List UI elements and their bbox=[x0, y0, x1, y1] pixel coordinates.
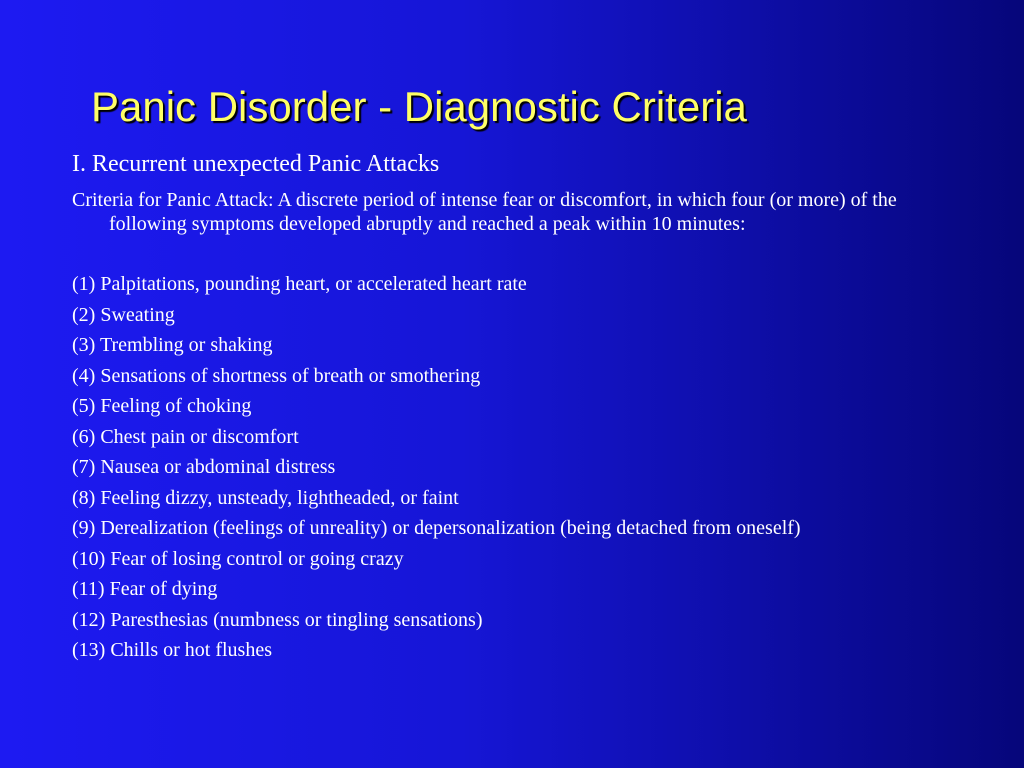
symptom-item: (8) Feeling dizzy, unsteady, lightheaded, or faint bbox=[72, 486, 459, 509]
slide-title: Panic Disorder - Diagnostic Criteria bbox=[91, 83, 747, 130]
symptom-item: (4) Sensations of shortness of breath or smothering bbox=[72, 364, 481, 387]
symptom-item: (6) Chest pain or discomfort bbox=[72, 425, 299, 448]
spacer bbox=[72, 236, 972, 273]
symptom-item: (12) Paresthesias (numbness or tingling sensations) bbox=[72, 608, 483, 631]
criteria-paragraph: Criteria for Panic Attack: A discrete period of intense fear or discomfort, in which four (or more) of the following symptoms developed abruptly and reached a peak within 10 minutes: bbox=[72, 189, 897, 235]
symptom-item: (11) Fear of dying bbox=[72, 578, 218, 600]
symptom-item: (3) Trembling or shaking bbox=[72, 334, 273, 356]
section-heading: I. Recurrent unexpected Panic Attacks bbox=[72, 151, 440, 177]
symptom-item: (5) Feeling of choking bbox=[72, 395, 252, 417]
symptom-item: (10) Fear of losing control or going crazy bbox=[72, 547, 404, 570]
symptom-item: (2) Sweating bbox=[72, 303, 175, 326]
symptom-list bbox=[72, 273, 972, 662]
slide-body bbox=[72, 148, 972, 670]
symptom-item: (7) Nausea or abdominal distress bbox=[72, 456, 336, 478]
symptom-item: (1) Palpitations, pounding heart, or accelerated heart rate bbox=[72, 273, 527, 295]
symptom-item: (9) Derealization (feelings of unreality) or depersonalization (being detached from oneself) bbox=[72, 517, 801, 539]
symptom-item: (13) Chills or hot flushes bbox=[72, 639, 272, 661]
